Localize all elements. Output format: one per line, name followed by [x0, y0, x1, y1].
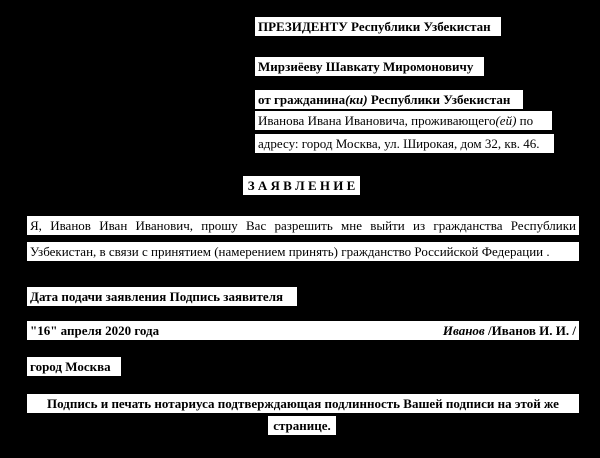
body-word: гражданства: [433, 218, 503, 233]
applicant-from: [255, 90, 523, 109]
body-word: прошу: [201, 218, 238, 233]
applicant-suffix: по: [516, 113, 534, 128]
body-word: разрешить: [274, 218, 333, 233]
applicant-gender: (ей): [495, 113, 517, 128]
body-word: из: [413, 218, 426, 233]
applicant-address: адресу: город Москва, ул. Широкая, дом 32, кв. 46.: [255, 134, 554, 153]
body-word: Иван: [99, 218, 128, 233]
body-line-2: Узбекистан, в связи с принятием (намерением принять) гражданство Российской Федерации .: [27, 242, 579, 261]
body-line-1: [27, 216, 579, 235]
signature: [443, 321, 576, 340]
document-title: З А Я В Л Е Н И Е: [243, 176, 360, 195]
from-prefix: от гражданина: [258, 92, 346, 107]
notary-line-1: Подпись и печать нотариуса подтверждающая подлинность Вашей подписи на этой же: [27, 394, 579, 413]
notary-line-2: странице.: [268, 416, 336, 435]
city: город Москва: [27, 357, 121, 376]
signature-italic: Иванов: [442, 323, 488, 338]
body-word: выйти: [370, 218, 405, 233]
from-gender: (ки): [345, 92, 368, 107]
date-signature-label: Дата подачи заявления Подпись заявителя: [27, 287, 297, 306]
applicant-prefix: Иванова Ивана Ивановича, проживающего: [258, 113, 496, 128]
body-word: Иванов: [50, 218, 91, 233]
body-word: Вас: [246, 218, 267, 233]
applicant-name: [255, 111, 552, 130]
addressee-name: Мирзиёеву Шавкату Миромоновичу: [255, 57, 484, 76]
from-suffix: Республики Узбекистан: [367, 92, 511, 107]
body-word: мне: [341, 218, 362, 233]
signature-name: /Иванов И. И. /: [487, 323, 576, 338]
body-word: Иванович,: [135, 218, 194, 233]
addressee-to: ПРЕЗИДЕНТУ Республики Узбекистан: [255, 17, 501, 36]
body-word: Республики: [510, 218, 576, 233]
date-signature-row: [27, 321, 579, 340]
body-word: Я,: [30, 218, 42, 233]
date-value: "16" апреля 2020 года: [30, 323, 160, 338]
